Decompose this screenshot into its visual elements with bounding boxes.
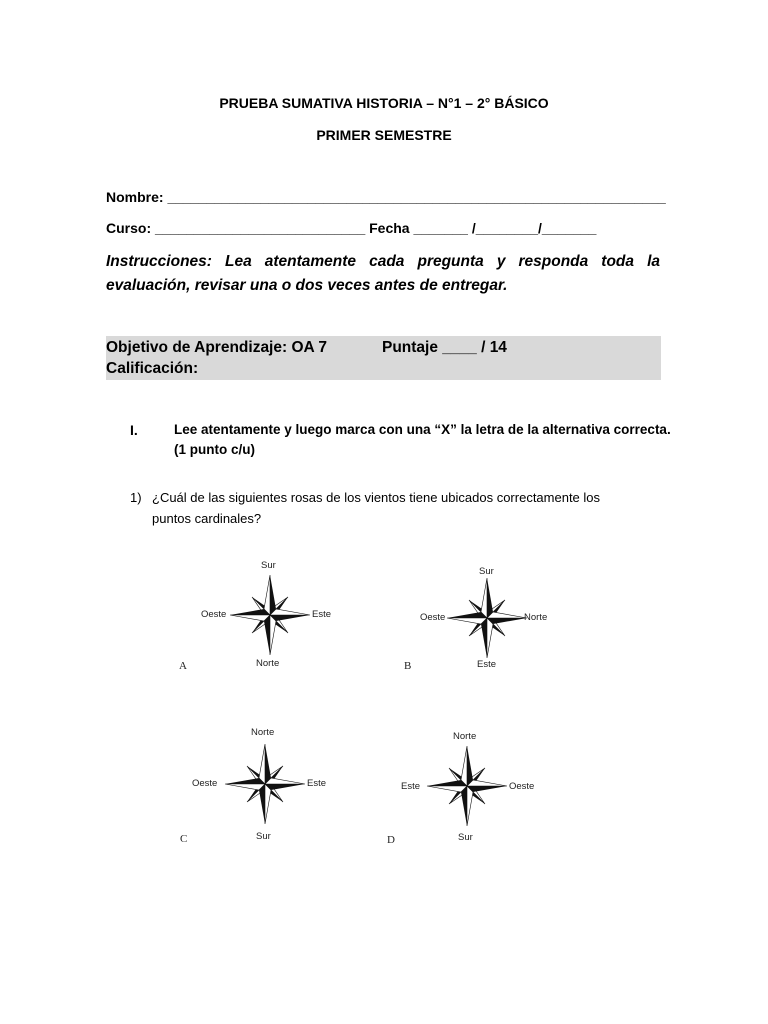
section-number: I. [130, 422, 138, 438]
compass-star-icon [223, 742, 307, 826]
instructions [106, 250, 660, 298]
grade-label: Calificación: [106, 360, 199, 377]
rose-b-right-label: Norte [524, 612, 548, 623]
rose-b-top-label: Sur [479, 566, 494, 577]
option-d-label: D [387, 834, 395, 846]
compass-rose-a [228, 573, 312, 657]
page-title: PRUEBA SUMATIVA HISTORIA – N°1 – 2° BÁSICO [219, 95, 549, 111]
compass-rose-c [223, 742, 307, 826]
option-b-label: B [404, 660, 412, 672]
score-label: Puntaje ____ / 14 [382, 339, 507, 356]
instructions-line-2: evaluación, revisar una o dos veces antes de entregar. [106, 277, 508, 294]
rose-c-left-label: Oeste [192, 778, 218, 789]
rose-c-top-label: Norte [251, 727, 275, 738]
section-instruction-line-1: Lee atentamente y luego marca con una “X” la letra de la alternativa correcta. [174, 422, 671, 437]
rose-d-right-label: Oeste [509, 781, 535, 792]
rose-b-bottom-label: Este [477, 659, 497, 670]
rose-d-bottom-label: Sur [458, 832, 473, 843]
rose-c-bottom-label: Sur [256, 831, 271, 842]
question-number: 1) [130, 490, 142, 505]
page-subtitle: PRIMER SEMESTRE [316, 127, 452, 143]
rose-a-top-label: Sur [261, 560, 276, 571]
rose-a-right-label: Este [312, 609, 332, 620]
compass-star-icon [228, 573, 312, 657]
question-text [152, 487, 642, 529]
rose-d-top-label: Norte [453, 731, 477, 742]
curso-fecha-field: Curso: ___________________________ Fecha _______ /________/_______ [106, 220, 597, 236]
compass-rose-b [445, 576, 529, 660]
option-a-label: A [179, 660, 187, 672]
compass-star-icon [445, 576, 529, 660]
rose-b-left-label: Oeste [420, 612, 446, 623]
instructions-line-1: Instrucciones: Lea atentamente cada pregunta y responda toda la [106, 253, 660, 270]
question-line-2: puntos cardinales? [152, 511, 262, 526]
compass-star-icon [425, 744, 509, 828]
rose-a-left-label: Oeste [201, 609, 227, 620]
objective-label: Objetivo de Aprendizaje: OA 7 [106, 339, 328, 356]
option-c-label: C [180, 833, 188, 845]
section-instruction-line-2: (1 punto c/u) [174, 442, 255, 457]
section-instruction [174, 420, 674, 460]
question-line-1: ¿Cuál de las siguientes rosas de los vientos tiene ubicados correctamente los [152, 490, 601, 505]
nombre-field: Nombre: ________________________________________________________________ [106, 189, 666, 205]
rose-d-left-label: Este [401, 781, 421, 792]
rose-c-right-label: Este [307, 778, 327, 789]
rose-a-bottom-label: Norte [256, 658, 280, 669]
compass-rose-d [425, 744, 509, 828]
